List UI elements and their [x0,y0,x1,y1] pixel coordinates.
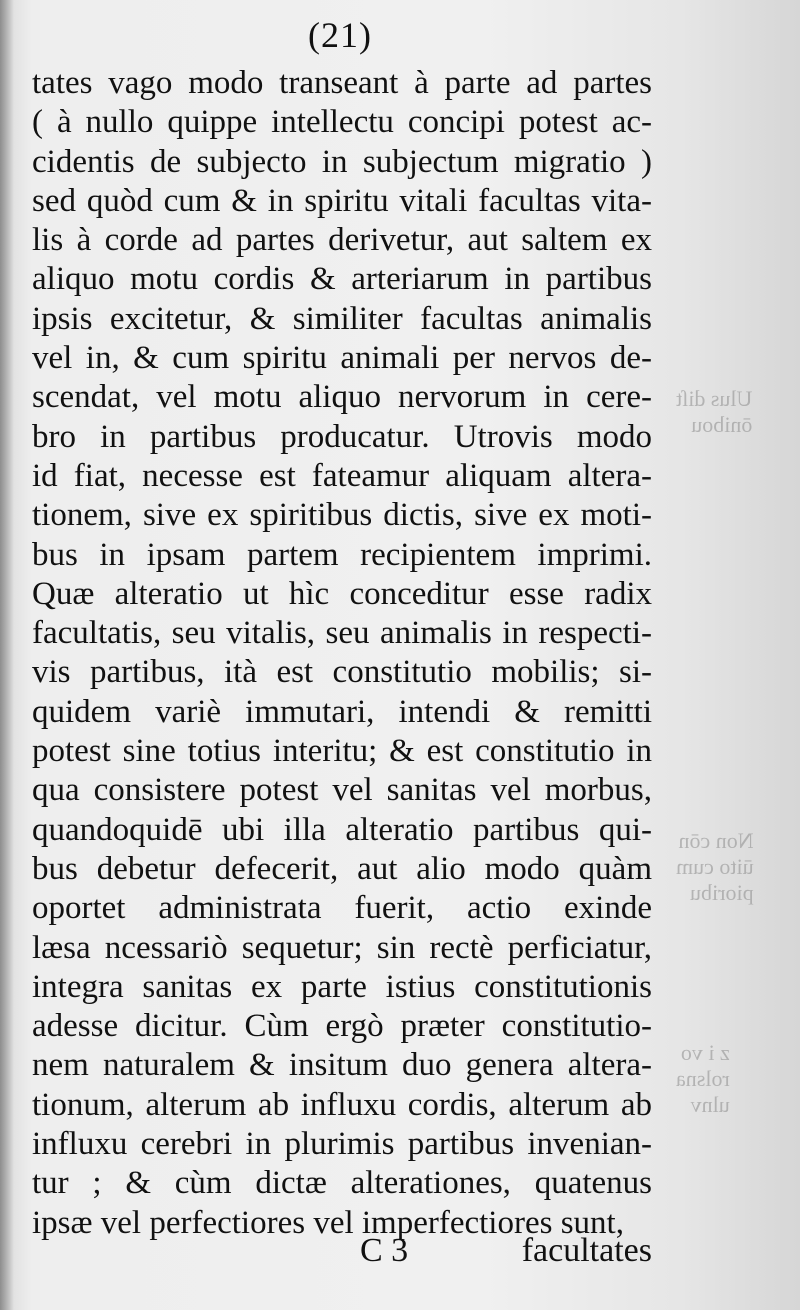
catchword: facultates [521,1232,652,1269]
text-line: ( à nullo quippe intellectu concipi potest ac- [32,104,652,141]
text-line: bro in partibus producatur. Utrovis modo [32,418,652,455]
page-number: (21) [308,15,372,55]
text-line: Quæ alteratio ut hìc conceditur esse radix [32,575,652,612]
bleed-through-marginalia: Ulus diſt ōnibou [676,386,753,437]
text-line: lis à corde ad partes derivetur, aut saltem ex [32,222,652,259]
text-line: sed quòd cum & in spiritu vitali facultas vita- [32,182,652,219]
text-line: id fiat, necesse est fateamur aliquam altera- [32,457,652,494]
signature-mark: C 3 [360,1232,409,1269]
text-line: bus in ipsam partem recipientem imprimi. [32,536,652,573]
text-line: oportet administrata fuerit, actio exinde [32,890,652,927]
text-line: quidem variè immutari, intendi & remitti [32,693,652,730]
body-text [32,64,652,1243]
text-line: nem naturalem & insitum duo genera altera- [32,1047,652,1084]
page-footer [32,1232,652,1276]
text-line: aliquo motu cordis & arteriarum in partibus [32,261,652,298]
text-line: vis partibus, ità est constitutio mobilis; si- [32,654,652,691]
text-line: læsa ncessariò sequetur; sin rectè perficiatur, [32,929,652,966]
text-line: tionem, sive ex spiritibus dictis, sive ex moti- [32,497,652,534]
text-line: adesse dicitur. Cùm ergò præter constitutio- [32,1008,652,1045]
text-line: ipsis excitetur, & similiter facultas animalis [32,300,652,337]
text-line: cidentis de subjecto in subjectum migratio ) [32,143,652,180]
text-line: tur ; & cùm dictæ alterationes, quatenus [32,1165,652,1202]
text-line: bus debetur defecerit, aut alio modo quàm [32,850,652,887]
bleed-through-marginalia: z i vo rolsna ulnv [676,1040,730,1117]
bleed-through-marginalia: Non cōn ūito cum pioribu [676,828,754,905]
text-line: tates vago modo transeant à parte ad partes [32,65,652,101]
gutter-shadow [0,0,14,1310]
text-line: potest sine totius interitu; & est constitutio in [32,733,652,770]
text-line: integra sanitas ex parte istius constitutionis [32,968,652,1005]
text-line: scendat, vel motu aliquo nervorum in cere- [32,379,652,416]
text-line: ipsæ vel perfectiores vel imperfectiores sunt, [32,1204,624,1241]
text-line: vel in, & cum spiritu animali per nervos de- [32,340,652,377]
text-line: tionum, alterum ab influxu cordis, alterum ab [32,1086,652,1123]
text-line: quandoquidē ubi illa alteratio partibus qui- [32,811,652,848]
text-line: facultatis, seu vitalis, seu animalis in respecti- [32,615,652,652]
text-line: influxu cerebri in plurimis partibus invenian- [32,1126,652,1163]
text-line: qua consistere potest vel sanitas vel morbus, [32,772,652,809]
